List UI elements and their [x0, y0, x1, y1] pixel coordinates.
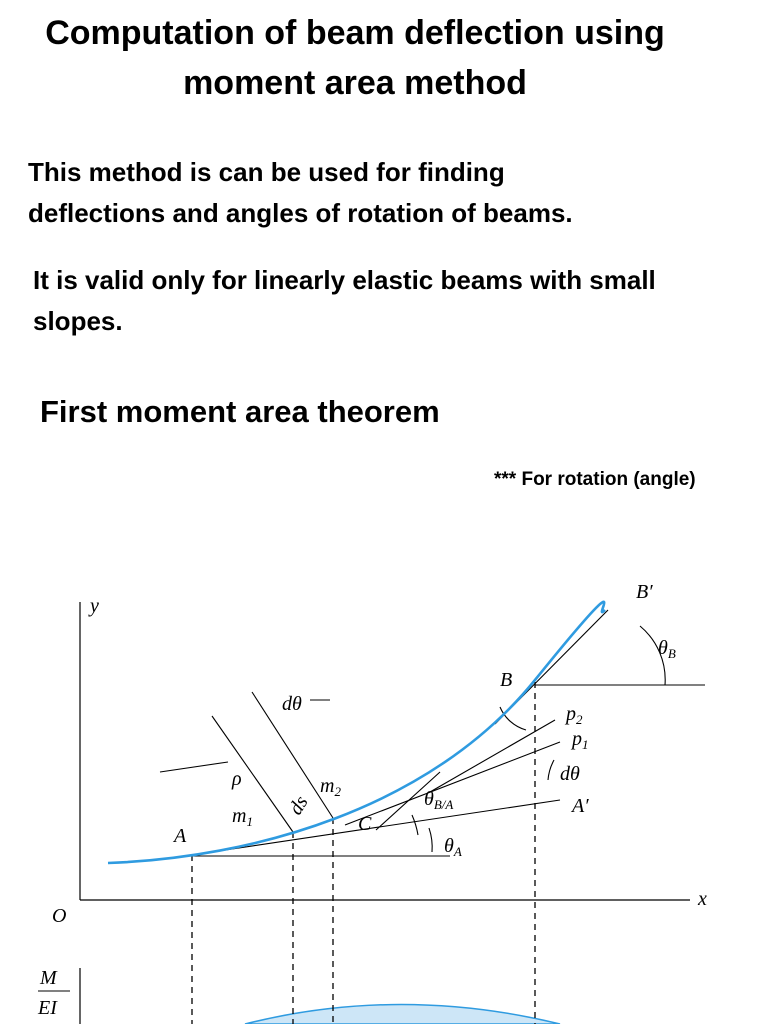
- label-theta-a-sub: A: [453, 844, 462, 859]
- arc-theta-ba: [412, 815, 418, 835]
- label-a-prime: A′: [572, 795, 589, 817]
- label-m: M: [40, 967, 57, 989]
- intro-line-1: This method is can be used for finding: [28, 157, 505, 187]
- label-theta-a: [444, 835, 462, 859]
- label-rho: ρ: [232, 768, 242, 790]
- label-b: B: [500, 669, 513, 691]
- label-p1-main: p: [572, 728, 582, 750]
- page-title: [0, 8, 710, 108]
- moment-area-region: [245, 1005, 560, 1024]
- label-m2-sub: 2: [334, 784, 341, 799]
- label-m1: [232, 805, 253, 829]
- validity-line-2: slopes.: [33, 306, 123, 336]
- label-y: y: [90, 595, 99, 617]
- beam-deflection-diagram: [0, 560, 768, 1024]
- label-x: x: [698, 888, 707, 910]
- label-c: C: [358, 813, 372, 835]
- label-m1-sub: 1: [246, 814, 253, 829]
- tangent-p1: [345, 742, 560, 825]
- label-theta-ba-sub: B/A: [433, 797, 454, 812]
- validity-line-1: It is valid only for linearly elastic beams with small: [33, 265, 656, 295]
- label-theta-ba-main: θ: [424, 788, 434, 810]
- tangent-p2: [430, 720, 555, 792]
- label-theta-ba: [424, 788, 453, 812]
- intro-line-2: deflections and angles of rotation of beams.: [28, 198, 573, 228]
- label-m2: [320, 775, 341, 799]
- label-m1-main: m: [232, 805, 247, 827]
- title-line-2: moment area method: [183, 64, 527, 102]
- label-p2-sub: 2: [576, 712, 583, 727]
- rotation-note: *** For rotation (angle): [494, 469, 696, 490]
- label-p1: [570, 728, 589, 752]
- arc-dtheta-b: [500, 707, 526, 730]
- label-theta-a-main: θ: [444, 835, 454, 857]
- label-theta-b: [658, 637, 676, 661]
- title-line-1: Computation of beam deflection using: [45, 14, 665, 52]
- label-theta-b-sub: B: [667, 646, 676, 661]
- section-heading: First moment area theorem: [40, 394, 440, 429]
- diagram-labels: [37, 581, 707, 1019]
- label-p2-main: p: [566, 703, 576, 725]
- label-p2: [564, 703, 583, 727]
- label-ei: EI: [38, 997, 57, 1019]
- label-b-prime: B′: [636, 581, 653, 603]
- arc-dtheta-right: [548, 760, 554, 780]
- label-a: A: [174, 825, 187, 847]
- label-m2-main: m: [320, 775, 335, 797]
- arc-theta-a: [429, 828, 432, 852]
- validity-paragraph: [33, 260, 763, 342]
- intro-paragraph: [28, 152, 748, 234]
- label-theta-b-main: θ: [658, 637, 668, 659]
- label-ds: ds: [284, 792, 313, 819]
- label-dtheta-right: dθ: [560, 763, 580, 785]
- label-p1-sub: 1: [582, 737, 589, 752]
- label-dtheta-top: dθ: [282, 693, 302, 715]
- label-origin: O: [52, 905, 67, 927]
- axes: [80, 602, 690, 1024]
- deflection-curve: [108, 602, 605, 863]
- rho-pointer: [160, 762, 228, 772]
